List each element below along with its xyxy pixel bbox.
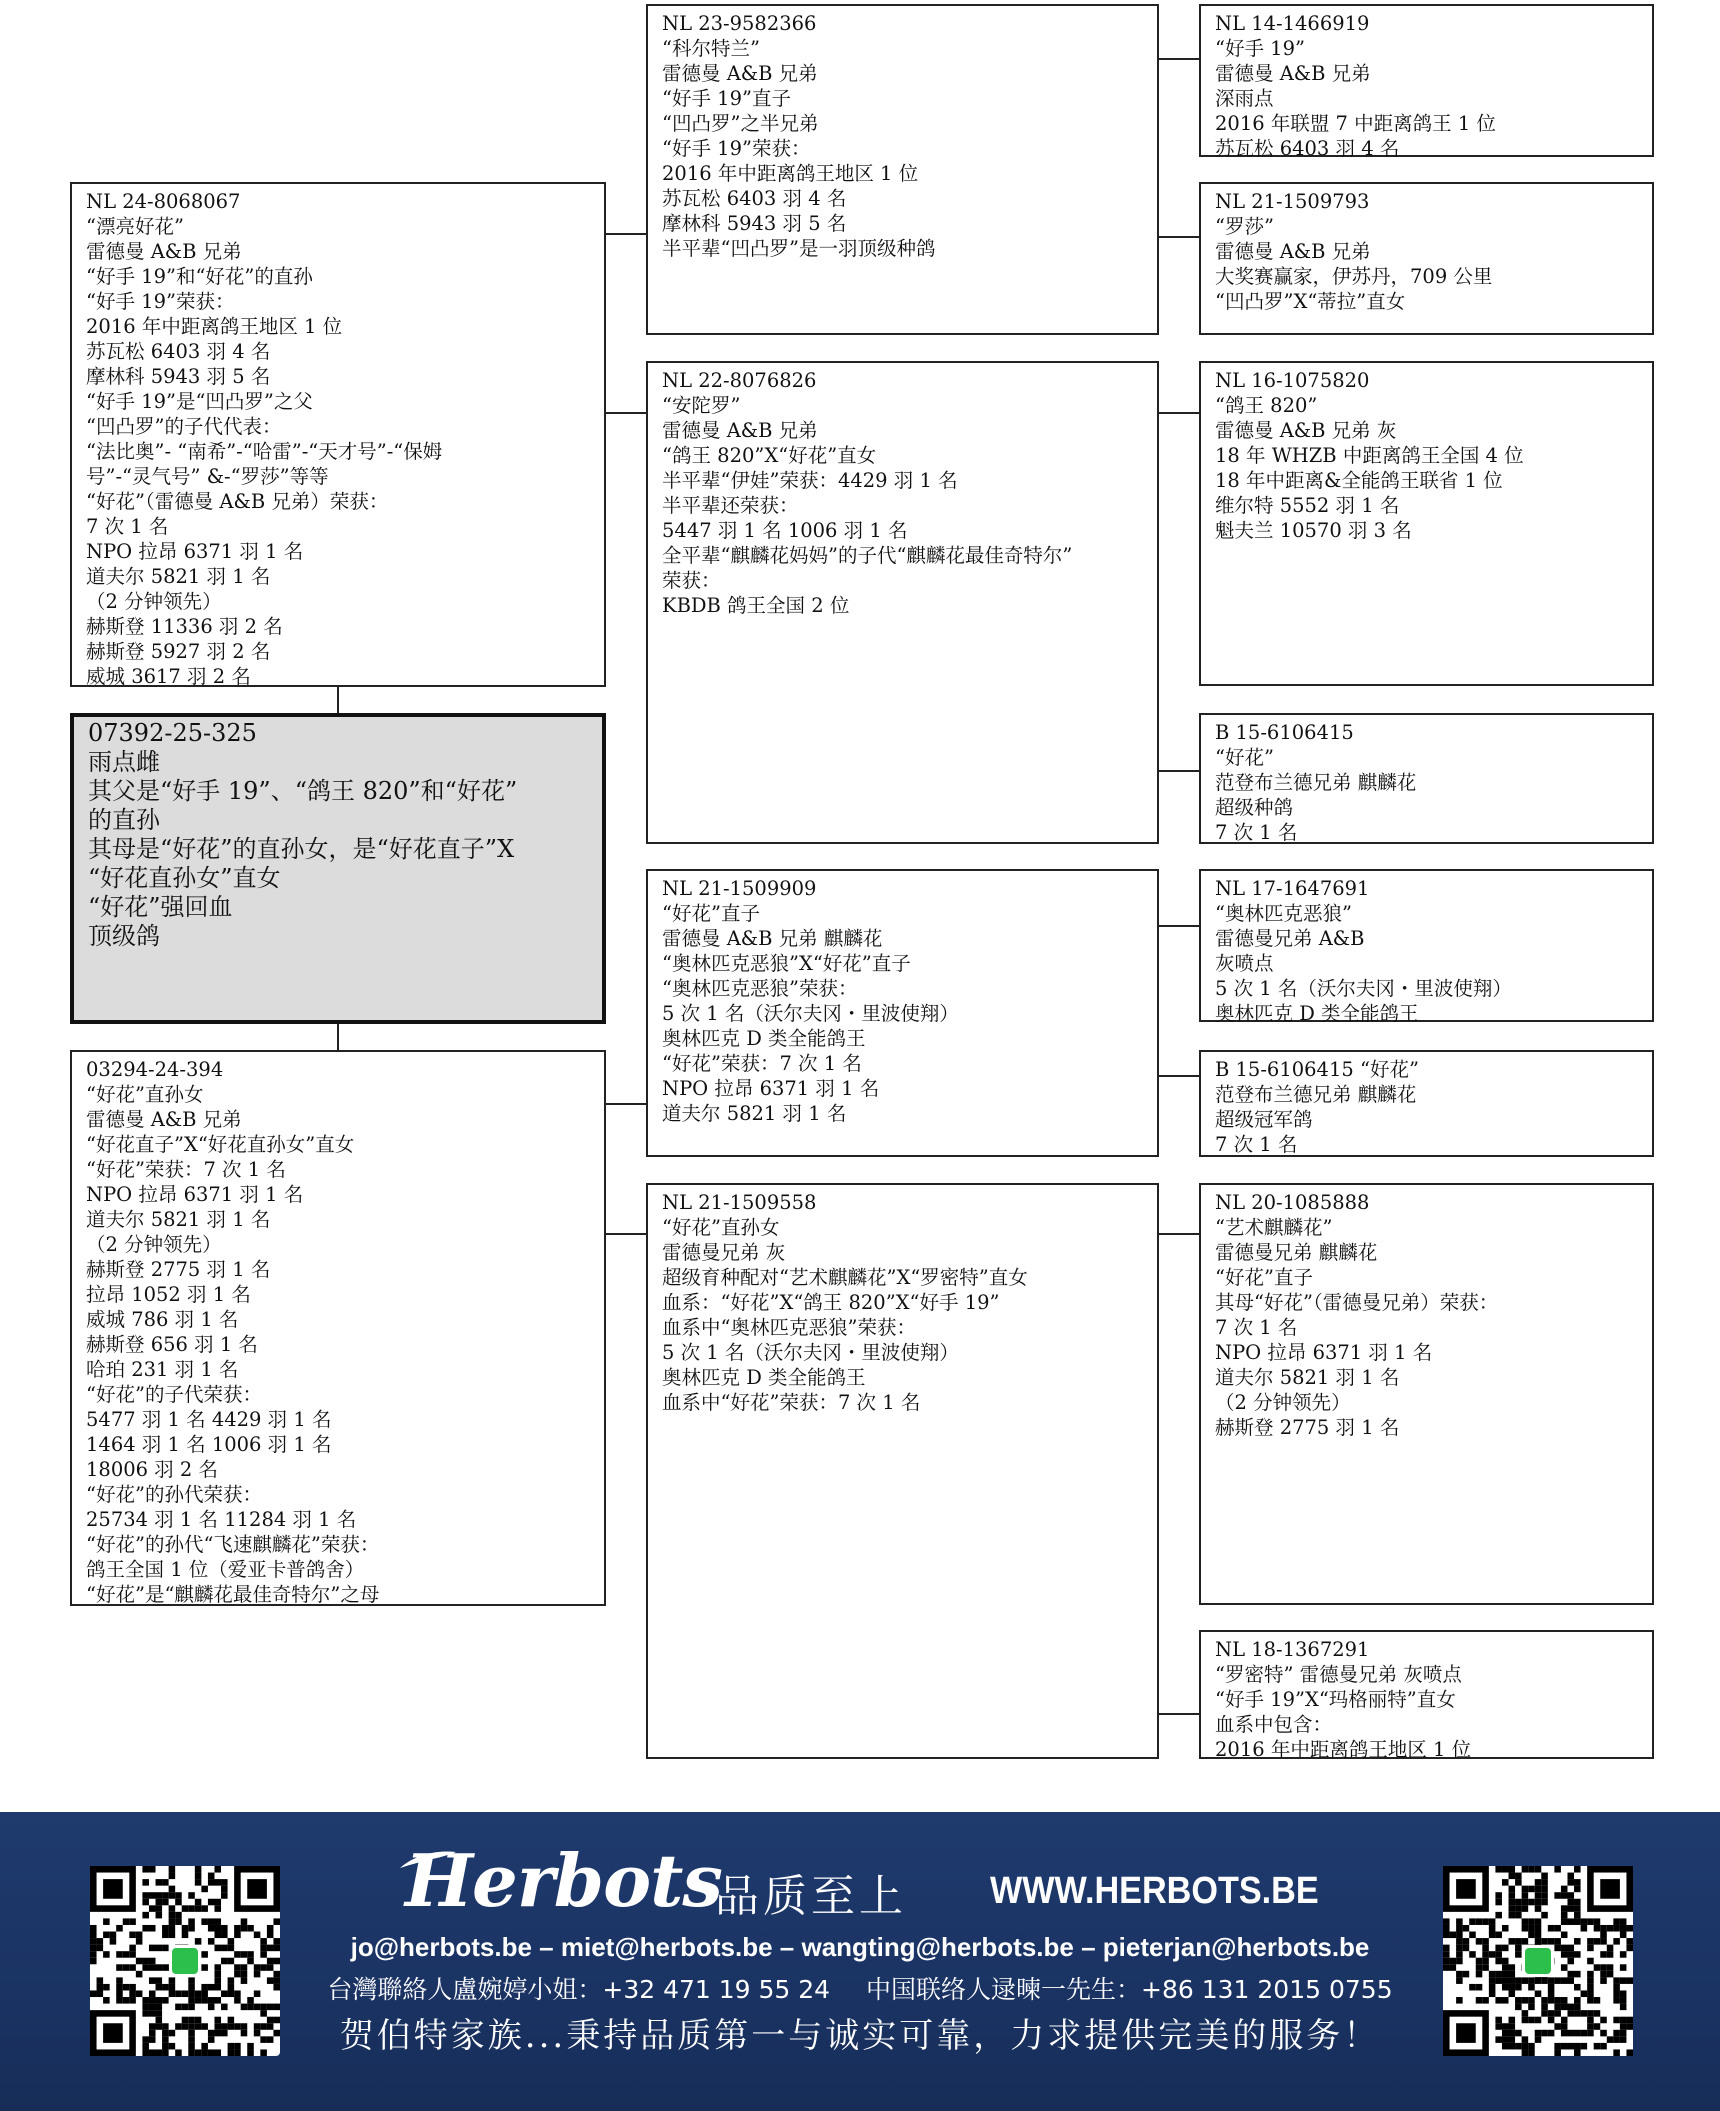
pedigree-line: 其母“好花”（雷德曼兄弟）荣获： — [1215, 1291, 1499, 1314]
pedigree-line: 1464 羽 1 名 1006 羽 1 名 — [86, 1433, 332, 1456]
pedigree-line: “好花”（雷德曼 A&B 兄弟）荣获： — [86, 490, 389, 513]
pedigree-line: （2 分钟领先） — [86, 590, 222, 613]
pedigree-card-dds — [1199, 1183, 1654, 1605]
pedigree-line: 号”-“灵气号” &-“罗莎”等等 — [86, 465, 329, 488]
pedigree-line: 哈珀 231 羽 1 名 — [86, 1358, 239, 1381]
pedigree-line: 鸽王全国 1 位（爱亚卡普鸽舍） — [86, 1558, 365, 1581]
pedigree-line: 深雨点 — [1215, 87, 1274, 110]
pedigree-line: “奥林匹克恶狼” — [1215, 902, 1352, 925]
pedigree-line: 5 次 1 名（沃尔夫冈・里波使翔） — [662, 1002, 959, 1025]
pedigree-line: “好花”荣获：7 次 1 名 — [662, 1052, 862, 1075]
pedigree-line: 摩林科 5943 羽 5 名 — [662, 212, 847, 235]
pedigree-line: 奥林匹克 D 类全能鸽王 — [1215, 1002, 1419, 1025]
contact-taiwan: 台灣聯絡人盧婉婷小姐：+32 471 19 55 24 — [327, 1975, 831, 2004]
connector-subject-dam — [337, 1023, 339, 1051]
pedigree-line: “好花”直子 — [662, 902, 760, 925]
pedigree-line: 拉昂 1052 羽 1 名 — [86, 1283, 251, 1306]
pedigree-line: 雷德曼 A&B 兄弟 — [1215, 62, 1371, 85]
pedigree-line: B 15-6106415 — [1215, 721, 1354, 744]
pedigree-line: NL 17-1647691 — [1215, 877, 1370, 900]
pedigree-line: “好手 19”荣获： — [86, 290, 235, 313]
pedigree-line: “好花直子”X“好花直孙女”直女 — [86, 1133, 355, 1156]
pedigree-line: “好花”的子代荣获： — [86, 1383, 262, 1406]
pedigree-line: 魁夫兰 10570 羽 3 名 — [1215, 519, 1412, 542]
pedigree-line: NL 23-9582366 — [662, 12, 817, 35]
pedigree-card-dam-sire — [646, 869, 1159, 1157]
pedigree-line: “好花”直子 — [1215, 1266, 1313, 1289]
pedigree-line: “法比奥”- “南希”-“哈雷”-“天才号”-“保姆 — [86, 440, 443, 463]
pedigree-line: 维尔特 5552 羽 1 名 — [1215, 494, 1400, 517]
pedigree-line: “好花”荣获：7 次 1 名 — [86, 1158, 286, 1181]
pedigree-line: 赫斯登 2775 羽 1 名 — [1215, 1416, 1400, 1439]
pedigree-line: 18 年 WHZB 中距离鸽王全国 4 位 — [1215, 444, 1524, 467]
pedigree-line: “好花”是“麒麟花最佳奇特尔”之母 — [86, 1583, 380, 1606]
pedigree-line: 顶级鸽 — [88, 922, 160, 950]
pedigree-line: 道夫尔 5821 羽 1 名 — [1215, 1366, 1400, 1389]
pedigree-line: NL 18-1367291 — [1215, 1638, 1370, 1661]
pedigree-card-dsd — [1199, 1050, 1654, 1157]
pedigree-line: 雷德曼 A&B 兄弟 — [86, 240, 242, 263]
pedigree-line: 5447 羽 1 名 1006 羽 1 名 — [662, 519, 908, 542]
pedigree-line: “好花”的孙代荣获： — [86, 1483, 262, 1506]
motto: 贺伯特家族...秉持品质第一与诚实可靠，力求提供完美的服务！ — [339, 2016, 1381, 2056]
pedigree-line: “好手 19”和“好花”的直孙 — [86, 265, 313, 288]
pedigree-line: 血系：“好花”X“鸽王 820”X“好手 19” — [662, 1291, 1000, 1314]
pedigree-line: 道夫尔 5821 羽 1 名 — [86, 1208, 271, 1231]
pedigree-line: 2016 年联盟 7 中距离鸽王 1 位 — [1215, 112, 1496, 135]
pedigree-line: “好手 19”X“玛格丽特”直女 — [1215, 1688, 1456, 1711]
pedigree-line: 7 次 1 名 — [1215, 1133, 1298, 1156]
pedigree-line: 雷德曼 A&B 兄弟 — [662, 62, 818, 85]
pedigree-line: 2016 年中距离鸽王地区 1 位 — [86, 315, 343, 338]
pedigree-line: 7 次 1 名 — [1215, 1316, 1298, 1339]
pedigree-line: “漂亮好花” — [86, 215, 184, 238]
connector-dam-dd — [605, 1233, 647, 1235]
connector-sire-ss — [605, 233, 647, 235]
pedigree-line: NL 20-1085888 — [1215, 1191, 1370, 1214]
pedigree-line: 赫斯登 11336 羽 2 名 — [86, 615, 283, 638]
pedigree-line: 血系中“好花”荣获：7 次 1 名 — [662, 1391, 921, 1414]
pedigree-card-sire-sire — [646, 4, 1159, 335]
pedigree-line: B 15-6106415 “好花” — [1215, 1058, 1419, 1081]
pedigree-line: 超级种鸽 — [1215, 796, 1294, 819]
pedigree-line: 超级冠军鸽 — [1215, 1108, 1313, 1131]
pedigree-line: 赫斯登 2775 羽 1 名 — [86, 1258, 271, 1281]
pedigree-line: （2 分钟领先） — [86, 1233, 222, 1256]
pedigree-line: NPO 拉昂 6371 羽 1 名 — [1215, 1341, 1433, 1364]
pedigree-line: 奥林匹克 D 类全能鸽王 — [662, 1366, 866, 1389]
pedigree-line: 03294-24-394 — [86, 1058, 224, 1081]
pedigree-line: “好花” — [1215, 746, 1274, 769]
pedigree-line: 5 次 1 名（沃尔夫冈・里波使翔） — [662, 1341, 959, 1364]
pedigree-card-dam — [70, 1050, 606, 1606]
pedigree-card-dss — [1199, 869, 1654, 1025]
pedigree-line: 灰喷点 — [1215, 952, 1274, 975]
pedigree-line: 半平辈“凹凸罗”是一羽顶级种鸽 — [662, 237, 936, 260]
pedigree-line: “艺术麒麟花” — [1215, 1216, 1333, 1239]
pedigree-line: 苏瓦松 6403 羽 4 名 — [662, 187, 847, 210]
pedigree-line: 07392-25-325 — [88, 719, 257, 747]
pedigree-card-sire — [70, 182, 606, 687]
pedigree-line: 雷德曼 A&B 兄弟 灰 — [1215, 419, 1397, 442]
pedigree-line: “好花”的孙代“飞速麒麟花”荣获： — [86, 1533, 380, 1556]
brand-logo: Herbots — [405, 1838, 722, 1923]
pedigree-line: “凹凸罗”的子代代表： — [86, 415, 282, 438]
pedigree-line: NL 21-1509909 — [662, 877, 817, 900]
pedigree-line: KBDB 鸽王全国 2 位 — [662, 594, 850, 617]
pedigree-line: 25734 羽 1 名 11284 羽 1 名 — [86, 1508, 357, 1531]
pedigree-line: 大奖赛赢家，伊苏丹，709 公里 — [1215, 265, 1493, 288]
pedigree-card-ddd — [1199, 1630, 1654, 1759]
connector-sd-sdd — [1158, 770, 1200, 772]
pedigree-line: 7 次 1 名 — [1215, 821, 1298, 844]
pedigree-line: 威城 786 羽 1 名 — [86, 1308, 239, 1331]
pedigree-line: 其母是“好花”的直孙女，是“好花直子”X — [88, 835, 515, 863]
pedigree-line: 雷德曼 A&B 兄弟 — [662, 419, 818, 442]
pedigree-line: 雷德曼兄弟 麒麟花 — [1215, 1241, 1378, 1264]
pedigree-line: 苏瓦松 6403 羽 4 名 — [86, 340, 271, 363]
email-list[interactable]: jo@herbots.be – miet@herbots.be – wangting@herbots.be – pieterjan@herbots.be — [350, 1932, 1370, 1962]
pedigree-line: 18 年中距离&全能鸽王联省 1 位 — [1215, 469, 1503, 492]
contact-china: 中国联络人逯暕一先生：+86 131 2015 0755 — [866, 1975, 1393, 2004]
pedigree-line: 18006 羽 2 名 — [86, 1458, 219, 1481]
connector-sd-sds — [1158, 412, 1200, 414]
pedigree-line: 7 次 1 名 — [86, 515, 169, 538]
pedigree-line: 雷德曼 A&B 兄弟 — [86, 1108, 242, 1131]
pedigree-line: “好手 19”直子 — [662, 87, 791, 110]
pedigree-line: “鸽王 820”X“好花”直女 — [662, 444, 877, 467]
connector-sire-sd — [605, 412, 647, 414]
pedigree-line: 奥林匹克 D 类全能鸽王 — [662, 1027, 866, 1050]
pedigree-line: “安陀罗” — [662, 394, 741, 417]
pedigree-line: 苏瓦松 6403 羽 4 名 — [1215, 137, 1400, 160]
pedigree-line: “罗密特” 雷德曼兄弟 灰喷点 — [1215, 1663, 1462, 1686]
brand-slogan: 品质至上 — [715, 1871, 907, 1922]
pedigree-line: 范登布兰德兄弟 麒麟花 — [1215, 771, 1417, 794]
pedigree-line: “奥林匹克恶狼”荣获： — [662, 977, 858, 1000]
pedigree-line: NPO 拉昂 6371 羽 1 名 — [86, 540, 304, 563]
pedigree-line: “凹凸罗”X“蒂拉”直女 — [1215, 290, 1406, 313]
connector-ds-dsd — [1158, 1075, 1200, 1077]
pedigree-card-ssd — [1199, 182, 1654, 335]
pedigree-line: 2016 年中距离鸽王地区 1 位 — [662, 162, 919, 185]
pedigree-line: 威城 3617 羽 2 名 — [86, 665, 251, 688]
pedigree-line: “奥林匹克恶狼”X“好花”直子 — [662, 952, 911, 975]
pedigree-line: 雷德曼兄弟 灰 — [662, 1241, 786, 1264]
pedigree-line: 2016 年中距离鸽王地区 1 位 — [1215, 1738, 1472, 1761]
pedigree-line: 道夫尔 5821 羽 1 名 — [86, 565, 271, 588]
pedigree-line: NL 21-1509558 — [662, 1191, 817, 1214]
pedigree-line: NL 21-1509793 — [1215, 190, 1370, 213]
pedigree-line: 血系中“奥林匹克恶狼”荣获： — [662, 1316, 916, 1339]
pedigree-line: 雷德曼 A&B 兄弟 麒麟花 — [662, 927, 883, 950]
pedigree-line: 雷德曼 A&B 兄弟 — [1215, 240, 1371, 263]
pedigree-card-sire-dam — [646, 361, 1159, 844]
connector-dd-ddd — [1158, 1713, 1200, 1715]
connector-dd-dds — [1158, 1233, 1200, 1235]
pedigree-line: 半平辈“伊娃”荣获：4429 羽 1 名 — [662, 469, 958, 492]
connector-ss-sss — [1158, 58, 1200, 60]
pedigree-card-sdd — [1199, 713, 1654, 844]
connector-subject-sire — [337, 686, 339, 714]
pedigree-card-sds — [1199, 361, 1654, 686]
pedigree-line: “凹凸罗”之半兄弟 — [662, 112, 819, 135]
pedigree-line: 赫斯登 5927 羽 2 名 — [86, 640, 271, 663]
pedigree-line: “好花直孙女”直女 — [88, 864, 281, 892]
connector-ss-ssd — [1158, 236, 1200, 238]
pedigree-line: NL 22-8076826 — [662, 369, 817, 392]
pedigree-line: 半平辈还荣获： — [662, 494, 799, 517]
website-link[interactable]: WWW.HERBOTS.BE — [990, 1870, 1319, 1912]
contact-line — [0, 1970, 1720, 2006]
pedigree-line: NL 24-8068067 — [86, 190, 241, 213]
pedigree-line: 雨点雌 — [88, 748, 160, 776]
pedigree-line: NPO 拉昂 6371 羽 1 名 — [662, 1077, 880, 1100]
pedigree-line: 赫斯登 656 羽 1 名 — [86, 1333, 258, 1356]
pedigree-line: 全平辈“麒麟花妈妈”的子代“麒麟花最佳奇特尔” — [662, 544, 1073, 567]
pedigree-line: 其父是“好手 19”、“鸽王 820”和“好花” — [88, 777, 518, 805]
pedigree-line: 摩林科 5943 羽 5 名 — [86, 365, 271, 388]
pedigree-line: “好手 19”是“凹凸罗”之父 — [86, 390, 313, 413]
connector-ds-dss — [1158, 925, 1200, 927]
pedigree-line: “科尔特兰” — [662, 37, 760, 60]
pedigree-line: “好花”直孙女 — [86, 1083, 204, 1106]
pedigree-line: （2 分钟领先） — [1215, 1391, 1351, 1414]
pedigree-line: 雷德曼兄弟 A&B — [1215, 927, 1365, 950]
pedigree-line: 超级育种配对“艺术麒麟花”X“罗密特”直女 — [662, 1266, 1028, 1289]
pedigree-line: 荣获： — [662, 569, 721, 592]
pedigree-line: 血系中包含： — [1215, 1713, 1333, 1736]
pedigree-line: “好手 19”荣获： — [662, 137, 811, 160]
connector-dam-ds — [605, 1103, 647, 1105]
pedigree-line: “好花”直孙女 — [662, 1216, 780, 1239]
pedigree-line: “鸽王 820” — [1215, 394, 1318, 417]
pedigree-line: NL 14-1466919 — [1215, 12, 1370, 35]
pedigree-line: 道夫尔 5821 羽 1 名 — [662, 1102, 847, 1125]
pedigree-card-sss — [1199, 4, 1654, 160]
pedigree-line: “好手 19” — [1215, 37, 1305, 60]
pedigree-line: NPO 拉昂 6371 羽 1 名 — [86, 1183, 304, 1206]
pedigree-line: 5 次 1 名（沃尔夫冈・里波使翔） — [1215, 977, 1512, 1000]
pedigree-line: NL 16-1075820 — [1215, 369, 1370, 392]
pedigree-line: 的直孙 — [88, 806, 160, 834]
pedigree-line: 范登布兰德兄弟 麒麟花 — [1215, 1083, 1417, 1106]
pedigree-line: “罗莎” — [1215, 215, 1274, 238]
pedigree-line: “好花”强回血 — [88, 893, 233, 921]
pedigree-line: 5477 羽 1 名 4429 羽 1 名 — [86, 1408, 332, 1431]
pedigree-card-subject — [70, 713, 606, 1024]
pedigree-card-dam-dam — [646, 1183, 1159, 1759]
